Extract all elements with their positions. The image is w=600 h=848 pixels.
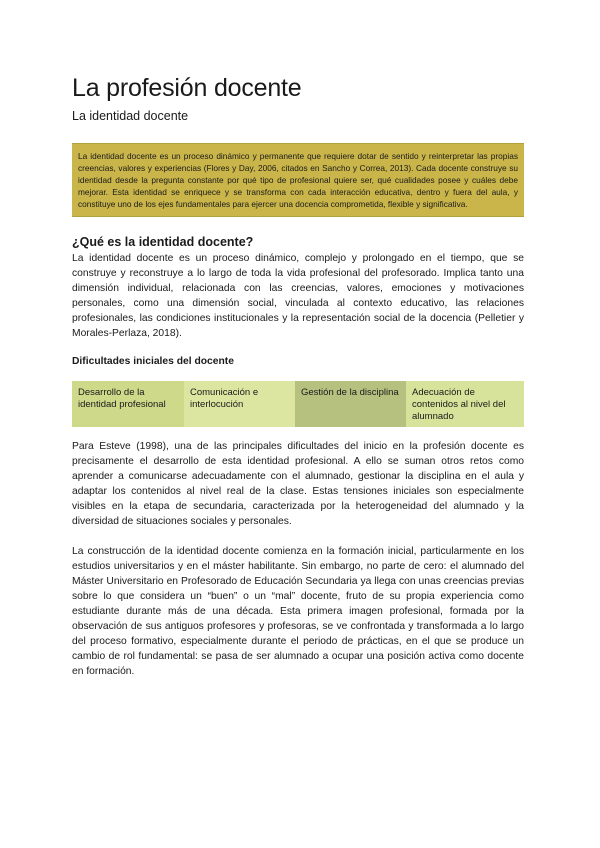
summary-callout: La identidad docente es un proceso dinámico y permanente que requiere dotar de sentido y reinterpretar las propias creencias, valores y experiencias (Flores y Day, 2006, citados en Sancho y Correa, 2013). Cada docente construye su identidad desde la pregunta constante por qué tipo de profesional quiere ser, qué cualidades posee y cuáles debe mejorar. Esta identidad se enriquece y se transforma con cada interacción educativa, dentro y fuera del aula, y constituye uno de los ejes fundamentales para ejercer una docencia comprometida, flexible y significativa. xyxy=(72,143,524,217)
difficulties-table xyxy=(72,381,524,427)
body-paragraph-construction: La construcción de la identidad docente comienza en la formación inicial, particularmente en los estudios universitarios y en el máster habilitante. Sin embargo, no parte de cero: el alumnado del Máster Universitario en Profesorado de Educación Secundaria ya llega con unas creencias previas sobre lo que considera un “buen” o un “mal” docente, fruto de su propia experiencia como estudiante durante más de una década. Esta primera imagen profesional, formada por la observación de sus antiguos profesores y profesoras, se ve confrontada y transformada a lo largo del proceso formativo, especialmente durante el periodo de prácticas, en el que se produce un cambio de rol fundamental: se pasa de ser alumnado a ocupar una posición activa como docente en formación. xyxy=(72,546,524,677)
page-subtitle: La identidad docente xyxy=(72,109,189,123)
difficulty-cell-identity: Desarrollo de la identidad profesional xyxy=(72,381,184,427)
difficulty-cell-content: Adecuación de contenidos al nivel del alumnado xyxy=(406,381,524,427)
difficulty-cell-discipline: Gestión de la disciplina xyxy=(295,381,406,427)
difficulty-cell-communication: Comunicación e interlocución xyxy=(184,381,295,427)
body-paragraph-esteve: Para Esteve (1998), una de las principales dificultades del inicio en la profesión docente es precisamente el desarrollo de esta identidad profesional. A ello se suman otros retos como aprender a comunicarse adecuadamente con el alumnado, gestionar la disciplina en el aula y adaptar los contenidos al nivel real de la clase. Estas tensiones iniciales son especialmente visibles en la etapa de secundaria, caracterizada por la heterogeneidad del alumnado y la diversidad de situaciones sociales y personales. xyxy=(72,441,524,527)
document-page xyxy=(72,72,524,679)
section-heading-identity: ¿Qué es la identidad docente? xyxy=(72,235,254,249)
section-paragraph-identity: La identidad docente es un proceso dinámico, complejo y prolongado en el tiempo, que se construye y reconstruye a lo largo de toda la vida profesional del profesorado. Implica tanto una dimensión individual, relacionada con las creencias, valores, emociones y motivaciones personales, como una dimensión social, vinculada al contexto educativo, las relaciones profesionales, las condiciones institucionales y la representación social de la docencia (Pelletier y Morales-Perlaza, 2018). xyxy=(72,253,524,339)
difficulties-heading: Dificultades iniciales del docente xyxy=(72,356,234,367)
page-title: La profesión docente xyxy=(72,74,302,102)
